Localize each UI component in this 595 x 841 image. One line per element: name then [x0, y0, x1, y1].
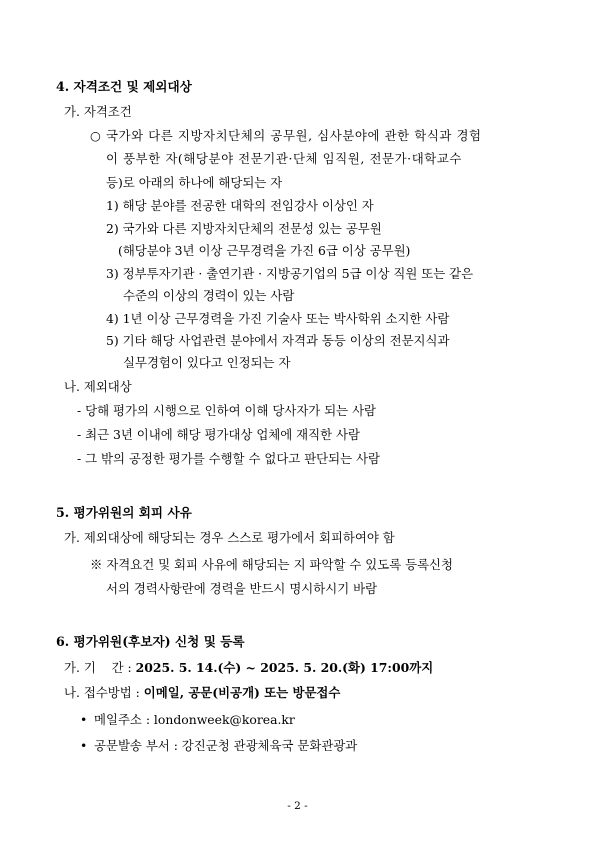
qualification-intro-line-2: 이 풍부한 자(해당분야 전문기관·단체 임직원, 전문가·대학교수 — [106, 151, 462, 166]
qualification-item-3-line-1: 3) 정부투자기관 · 출연기관 · 지방공기업의 5급 이상 직원 또는 같은 — [106, 266, 474, 281]
application-method-row — [64, 685, 340, 701]
qualification-item-2: 2) 국가와 다른 지방자치단체의 전문성 있는 공무원 — [106, 221, 382, 236]
email-address-text: 메일주소 : londonweek@korea.kr — [94, 712, 295, 727]
qualification-item-2-sub: (해당분야 3년 이상 근무경력을 가진 6급 이상 공무원) — [118, 243, 411, 258]
qualification-intro-line-1: ○ 국가와 다른 지방자치단체의 공무원, 심사분야에 관한 학식과 경험 — [90, 128, 482, 143]
application-method-label: 나. 접수방법 : — [64, 685, 140, 700]
bullet-icon: • — [80, 712, 88, 727]
email-row — [80, 712, 295, 728]
page-number: - 2 - — [287, 800, 308, 812]
qualification-item-1: 1) 해당 분야를 전공한 대학의 전임강사 이상인 자 — [106, 198, 374, 213]
section-4-heading: 4. 자격조건 및 제외대상 — [56, 79, 192, 94]
qualification-title: 가. 자격조건 — [64, 104, 132, 119]
qualification-intro-line-3: 등)로 아래의 하나에 해당되는 자 — [106, 175, 283, 190]
bullet-icon: • — [80, 738, 88, 753]
section-5-heading: 5. 평가위원의 회피 사유 — [56, 505, 192, 520]
avoidance-note-line-2: 서의 경력사항란에 경력을 반드시 명시하시기 바람 — [106, 581, 378, 596]
application-period-row — [64, 660, 433, 676]
qualification-item-3-line-2: 수준의 이상의 경력이 있는 사람 — [123, 288, 295, 303]
exclusion-item-1: - 당해 평가의 시행으로 인하여 이해 당사자가 되는 사람 — [77, 403, 377, 418]
exclusion-item-2: - 최근 3년 이내에 해당 평가대상 업체에 재직한 사람 — [77, 427, 360, 442]
qualification-item-4: 4) 1년 이상 근무경력을 가진 기술사 또는 박사학위 소지한 사람 — [106, 311, 450, 326]
exclusion-item-3: - 그 밖의 공정한 평가를 수행할 수 없다고 판단되는 사람 — [77, 451, 380, 466]
section-6-heading: 6. 평가위원(후보자) 신청 및 등록 — [56, 634, 245, 649]
application-method-value: 이메일, 공문(비공개) 또는 방문접수 — [143, 685, 341, 700]
avoidance-note-line-1: ※ 자격요건 및 회피 사유에 해당되는 지 파악할 수 있도록 등록신청 — [90, 557, 453, 572]
application-period-label: 가. 기 간 : — [64, 660, 132, 675]
application-period-value: 2025. 5. 14.(수) ~ 2025. 5. 20.(화) 17:00까지 — [135, 660, 434, 675]
department-text: 공문발송 부서 : 강진군청 관광체육국 문화관광과 — [94, 738, 358, 753]
qualification-item-5-line-1: 5) 기타 해당 사업관련 분야에서 자격과 동등 이상의 전문지식과 — [106, 333, 450, 348]
avoidance-item-a: 가. 제외대상에 해당되는 경우 스스로 평가에서 회피하여야 함 — [64, 530, 395, 545]
department-row — [80, 738, 357, 754]
exclusion-title: 나. 제외대상 — [64, 379, 132, 394]
qualification-item-5-line-2: 실무경험이 있다고 인정되는 자 — [123, 355, 291, 370]
